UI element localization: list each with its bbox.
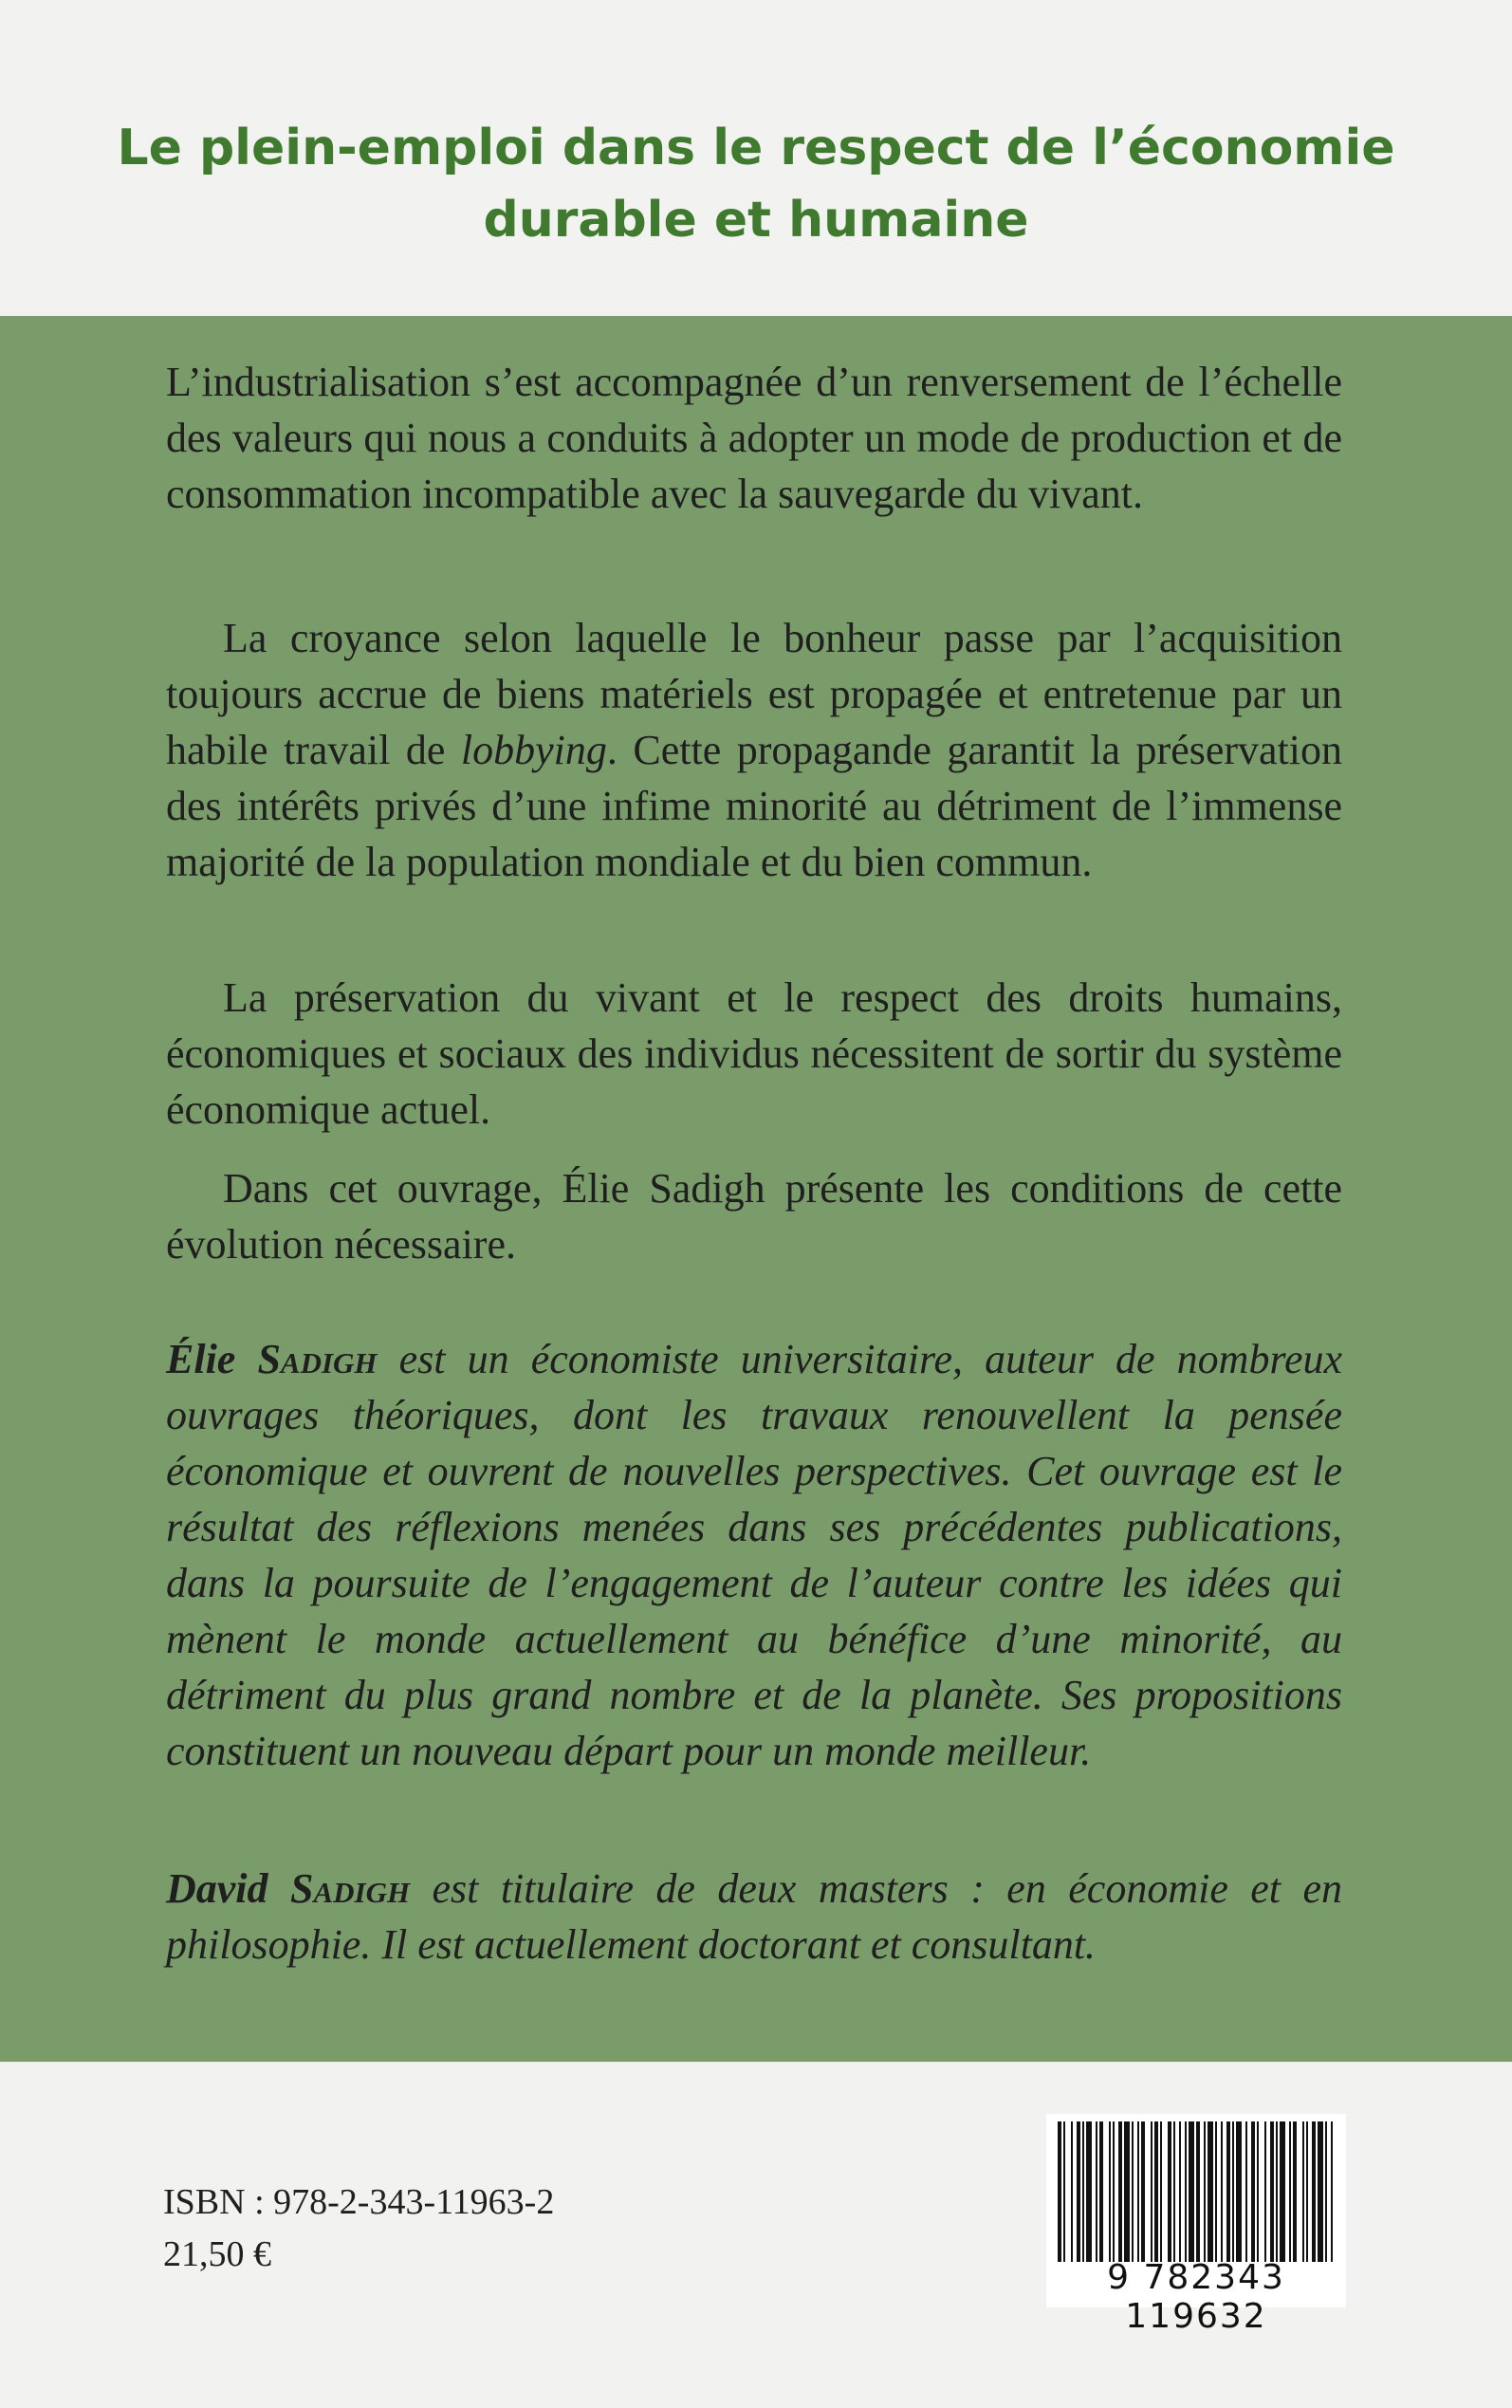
barcode-bar [1312,2121,1316,2262]
barcode-bar [1318,2121,1323,2262]
barcode-bar [1077,2121,1080,2262]
paragraph-1 [166,354,1342,522]
barcode-bar [1071,2121,1073,2262]
paragraph-2-part-a: La croyance selon laquelle le bonheur passe par l’acquisition toujours accrue de biens matériels est propagée et entretenue par un habile travail de [166,615,1342,773]
barcode-bar [1096,2121,1097,2262]
paragraph-4-text: Dans cet ouvrage, Élie Sadigh présente les conditions de cette évolution nécessaire. [166,1165,1342,1268]
barcode-bar [1118,2121,1122,2262]
barcode-bar [1124,2121,1130,2262]
barcode-bar [1270,2121,1274,2262]
barcode-bar [1132,2121,1134,2262]
barcode-bar [1302,2121,1304,2262]
coauthor-last-name: Sadigh [289,1865,411,1912]
barcode-bar [1185,2121,1187,2262]
barcode-bar [1196,2121,1200,2262]
author-bio-elie [166,1331,1342,1779]
paragraph-2 [166,610,1342,890]
author-bio-david [166,1861,1342,1973]
barcode-bar [1151,2121,1152,2262]
barcode-bar [1137,2121,1139,2262]
barcode-bar [1109,2121,1111,2262]
barcode-bar [1160,2121,1162,2262]
barcode-bars [1046,2114,1346,2266]
barcode-bar [1306,2121,1308,2262]
barcode-bar [1280,2121,1285,2262]
barcode-bar [1325,2121,1327,2262]
price: 21,50 € [163,2234,271,2274]
barcode-bar [1208,2121,1213,2262]
paragraph-2-part-b: . Cette propagande garantit la préservation des intérêts privés d’une infime minorité au détriment de l’immense majorité de la population mondiale et du bien commun. [166,727,1343,885]
barcode-bar [1257,2121,1259,2262]
barcode-number: 9 782343 119632 [1107,2258,1285,2336]
paragraph-3-text: La préservation du vivant et le respect des droits humains, économiques et sociaux des individus nécessitent de sortir du système économique actuel. [166,974,1342,1133]
book-title [0,112,1512,256]
barcode-bar [1276,2121,1278,2262]
paragraph-2-text [166,610,1342,890]
barcode-bar [1189,2121,1194,2262]
barcode-bar [1173,2121,1175,2262]
coauthor-first-name: David [166,1865,268,1912]
barcode-bar [1226,2121,1230,2262]
coauthor-bio-body: est titulaire de deux masters : en économie et en philosophie. Il est actuellement doctorant et consultant. [166,1865,1342,1968]
paragraph-2-italic: lobbying [460,727,607,773]
barcode-bar [1082,2121,1084,2262]
barcode-bar [1251,2121,1255,2262]
barcode-bar [1099,2121,1103,2262]
barcode-bar [1221,2121,1223,2262]
barcode-bar [1141,2121,1145,2262]
barcode-bar [1113,2121,1115,2262]
barcode-bar [1289,2121,1291,2262]
barcode-bar [1168,2121,1171,2262]
author-last-name: Sadigh [257,1336,378,1382]
paragraph-3 [166,970,1342,1138]
barcode-bar [1232,2121,1234,2262]
title-line-2: durable et humaine [483,192,1029,249]
author-first-name: Élie [166,1336,236,1382]
paragraph-1-text: L’industrialisation s’est accompagnée d’un renversement de l’échelle des valeurs qui nous a conduits à adopter un mode de production et de consommation incompatible avec la sauvegarde du vivant. [166,359,1342,517]
barcode-bar [1154,2121,1158,2262]
barcode-bar [1058,2121,1061,2262]
barcode-bar [1331,2121,1333,2262]
author-bio-david-text [166,1861,1342,1973]
barcode-bar [1236,2121,1242,2262]
barcode-bar [1179,2121,1181,2262]
paragraph-4 [166,1160,1342,1272]
barcode-bar [1245,2121,1247,2262]
author-bio-elie-text [166,1331,1342,1779]
isbn: ISBN : 978-2-343-11963-2 [163,2182,555,2222]
barcode-bar [1204,2121,1206,2262]
title-line-1: Le plein-emploi dans le respect de l’économie [117,120,1395,176]
barcode-bar [1293,2121,1297,2262]
barcode-bar [1086,2121,1092,2262]
barcode-bar [1063,2121,1065,2262]
barcode-bar [1215,2121,1217,2262]
author-bio-body: est un économiste universitaire, auteur de nombreux ouvrages théoriques, dont les travaux renouvellent la pensée économique et ouvrent de nouvelles perspectives. Cet ouvrage est le résultat des réflexions menées dans ses précédentes publications, dans la poursuite de l’engagement de l’auteur contre les idées qui mènent le monde actuellement au bénéfice d’une minorité, au détriment du plus grand nombre et de la planète. Ses propositions constituent un nouveau départ pour un monde meilleur. [166,1336,1343,1774]
barcode-bar [1264,2121,1266,2262]
